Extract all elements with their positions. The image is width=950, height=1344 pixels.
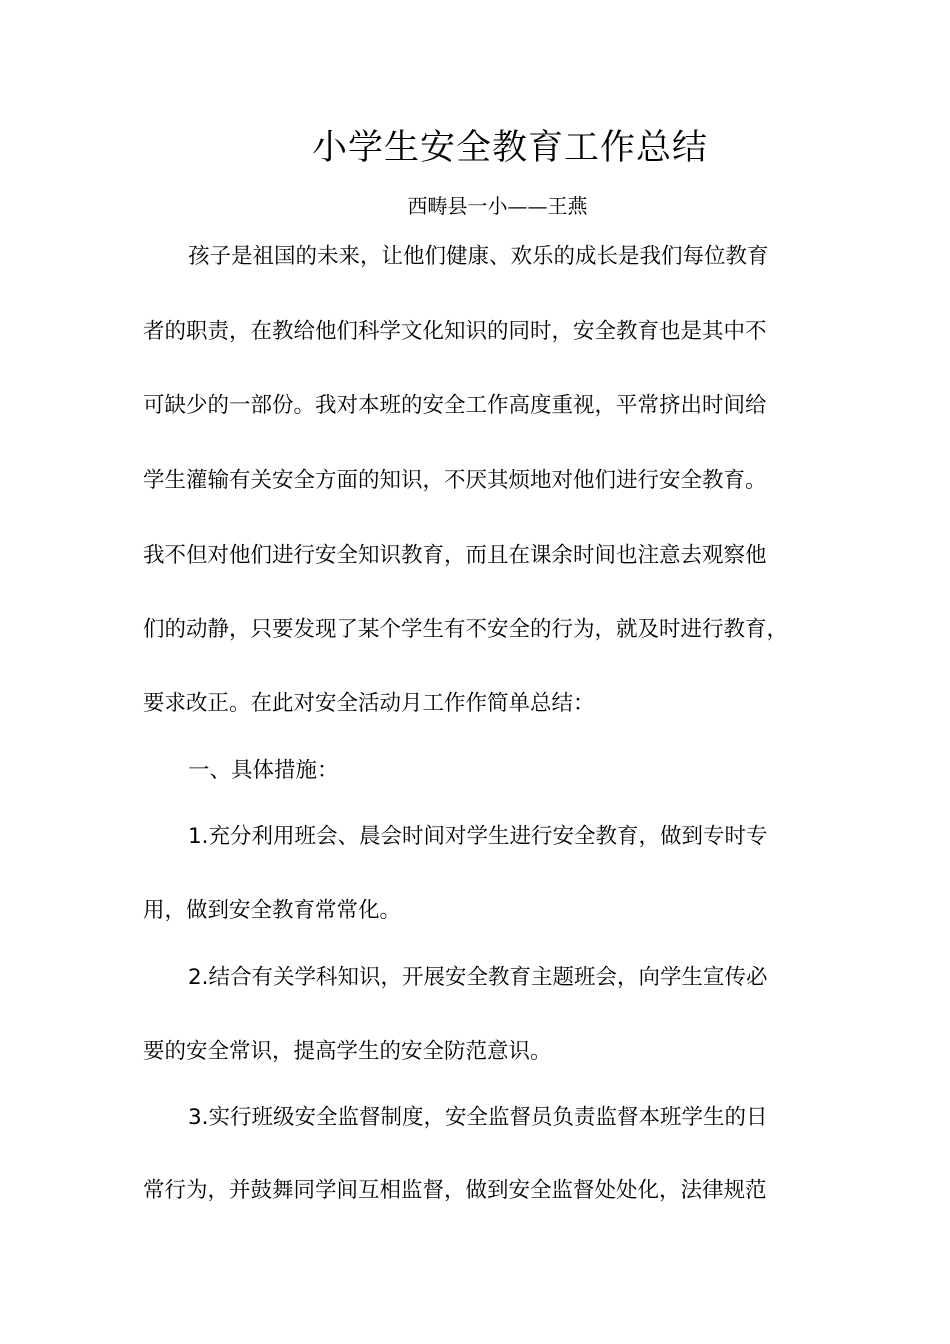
paragraph-line: 要求改正。在此对安全活动月工作作简单总结： <box>143 691 595 716</box>
paragraph-line: 常行为，并鼓舞同学间互相监督，做到安全监督处处化，法律规范 <box>143 1178 767 1203</box>
paragraph-line: 2.结合有关学科知识，开展安全教育主题班会，向学生宣传必 <box>188 965 768 990</box>
paragraph-line: 学生灌输有关安全方面的知识，不厌其烦地对他们进行安全教育。 <box>143 468 767 493</box>
paragraph-line: 3.实行班级安全监督制度，安全监督员负责监督本班学生的日 <box>188 1105 768 1130</box>
paragraph-line: 可缺少的一部份。我对本班的安全工作高度重视，平常挤出时间给 <box>143 393 767 418</box>
section-heading: 一、具体措施： <box>188 758 339 783</box>
paragraph-line: 们的动静，只要发现了某个学生有不安全的行为，就及时进行教育， <box>143 617 789 642</box>
document-title: 小学生安全教育工作总结 <box>311 128 708 168</box>
document-author: 西畴县一小——王燕 <box>407 194 588 218</box>
paragraph-line: 我不但对他们进行安全知识教育，而且在课余时间也注意去观察他 <box>143 543 767 568</box>
paragraph-line: 者的职责，在教给他们科学文化知识的同时，安全教育也是其中不 <box>143 319 767 344</box>
paragraph-line: 1.充分利用班会、晨会时间对学生进行安全教育，做到专时专 <box>188 824 768 849</box>
paragraph-line: 孩子是祖国的未来，让他们健康、欢乐的成长是我们每位教育 <box>188 244 769 269</box>
paragraph-line: 要的安全常识，提高学生的安全防范意识。 <box>143 1039 552 1064</box>
paragraph-line: 用，做到安全教育常常化。 <box>143 898 402 923</box>
